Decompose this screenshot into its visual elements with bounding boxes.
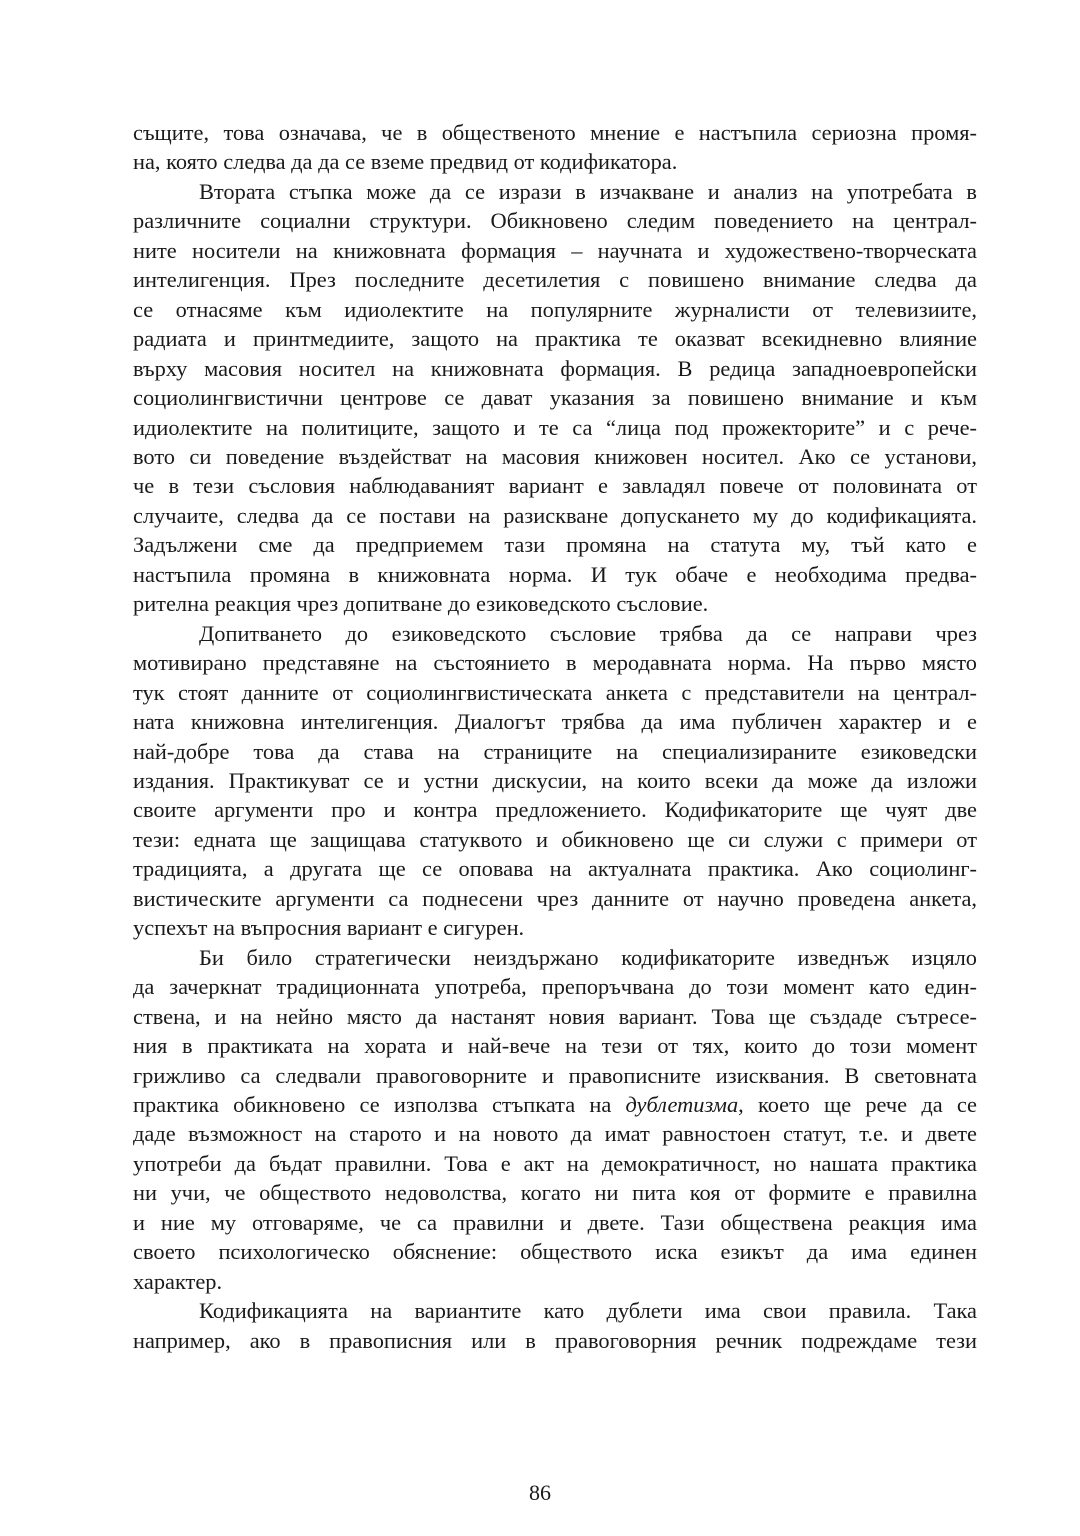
- paragraph-2: [133, 177, 977, 619]
- text-line: ни учи, че обществото недоволства, когато ни пита коя от формите е правилна: [133, 1180, 977, 1206]
- text-line: на, която следва да да се вземе предвид от кодификатора.: [133, 149, 678, 175]
- text-line: тук стоят данните от социолингвистическата анкета с представители на централ-: [133, 679, 977, 705]
- text-line: настъпила промяна в книжовната норма. И тук обаче е необходима предва-: [133, 561, 977, 587]
- paragraph-5: [133, 1296, 977, 1355]
- text-line: различните социални структури. Обикновено следим поведението на централ-: [133, 208, 977, 234]
- text-line: социолингвистични центрове се дават указания за повишено внимание и към: [133, 385, 977, 411]
- paragraph-4: [133, 943, 977, 1296]
- text-line: издания. Практикуват се и устни дискусии, на които всеки да може да изложи: [133, 767, 977, 793]
- text-line: Би било стратегически неиздържано кодификаторите изведнъж изцяло: [199, 944, 977, 970]
- text-line: своето психологическо обяснение: обществото иска езикът да има единен: [133, 1239, 977, 1265]
- text-line: върху масовия носител на книжовната формация. В редица западноевропейски: [133, 355, 977, 381]
- text-line: радиата и принтмедиите, защото на практика те оказват всекидневно влияние: [133, 326, 977, 352]
- italic-term: дублетизма: [625, 1091, 739, 1117]
- text-line: че в тези съсловия наблюдаваният вариант е завладял повече от половината от: [133, 473, 977, 499]
- text-line: даде възможност на старото и на новото да имат равностоен статут, т.е. и двете: [133, 1121, 977, 1147]
- text-line: грижливо са следвали правоговорните и правописните изисквания. В световната: [133, 1062, 977, 1088]
- text-line: ната книжовна интелигенция. Диалогът трябва да има публичен характер и е: [133, 709, 977, 735]
- page-number: 86: [529, 1480, 551, 1505]
- text-line: ствена, и на нейно място да настанят новия вариант. Това ще създаде сътресе-: [133, 1003, 977, 1029]
- text-line: рителна реакция чрез допитване до езиковедското съсловие.: [133, 591, 709, 617]
- text-line: същите, това означава, че в общественото мнение е настъпила сериозна промя-: [133, 120, 977, 145]
- text-segment: практика обикновено се използва стъпката на: [133, 1091, 626, 1117]
- text-line: вистическите аргументи са поднесени чрез данните от научно проведена анкета,: [133, 885, 977, 911]
- text-line: Задължени сме да предприемем тази промяна на статута му, тъй като е: [133, 532, 977, 558]
- text-line: тези: едната ще защищава статуквото и обикновено ще си служи с примери от: [133, 826, 977, 852]
- page-body: [133, 118, 977, 1355]
- text-line-with-italic: [133, 1090, 977, 1119]
- text-line: Кодификацията на вариантите като дублети има свои правила. Така: [199, 1298, 977, 1324]
- text-line: характер.: [133, 1268, 223, 1294]
- text-line: и ние му отговаряме, че са правилни и двете. Тази обществена реакция има: [133, 1209, 977, 1235]
- text-line: вото си поведение въздействат на масовия книжовен носител. Ако се установи,: [133, 443, 977, 469]
- text-line: мотивирано представяне на състоянието в меродавната норма. На първо място: [133, 650, 977, 676]
- text-segment: , което ще рече да се: [738, 1091, 977, 1117]
- text-line: употреби да бъдат правилни. Това е акт на демократичност, но нашата практика: [133, 1150, 977, 1176]
- text-line: случаите, следва да се постави на разискване допускането му до кодификацията.: [133, 502, 977, 528]
- text-line: ния в практиката на хората и най-вече на тези от тях, които до този момент: [133, 1033, 977, 1059]
- text-line: най-добре това да става на страниците на специализираните езиковедски: [133, 738, 977, 764]
- text-line: Втората стъпка може да се изрази в изчакване и анализ на употребата в: [199, 178, 977, 204]
- text-line: например, ако в правописния или в правоговорния речник подреждаме тези: [133, 1327, 977, 1353]
- paragraph-1: [133, 118, 977, 177]
- text-line: ните носители на книжовната формация – научната и художествено-творческата: [133, 237, 977, 263]
- text-line: успехът на въпросния вариант е сигурен.: [133, 915, 525, 941]
- text-line: идиолектите на политиците, защото и те са “лица под прожекторите” и с рече-: [133, 414, 977, 440]
- text-line: се отнасяме към идиолектите на популярните журналисти от телевизиите,: [133, 296, 977, 322]
- text-line: интелигенция. През последните десетилетия с повишено внимание следва да: [133, 267, 977, 293]
- text-line: Допитването до езиковедското съсловие трябва да се направи чрез: [199, 620, 977, 646]
- text-line: своите аргументи про и контра предложението. Кодификаторите ще чуят две: [133, 797, 977, 823]
- text-line: традицията, а другата ще се опoвава на актуалната практика. Ако социолинг-: [133, 856, 977, 882]
- paragraph-3: [133, 619, 977, 943]
- text-line: да зачеркнат традиционната употреба, препоръчвана до този момент като един-: [133, 974, 977, 1000]
